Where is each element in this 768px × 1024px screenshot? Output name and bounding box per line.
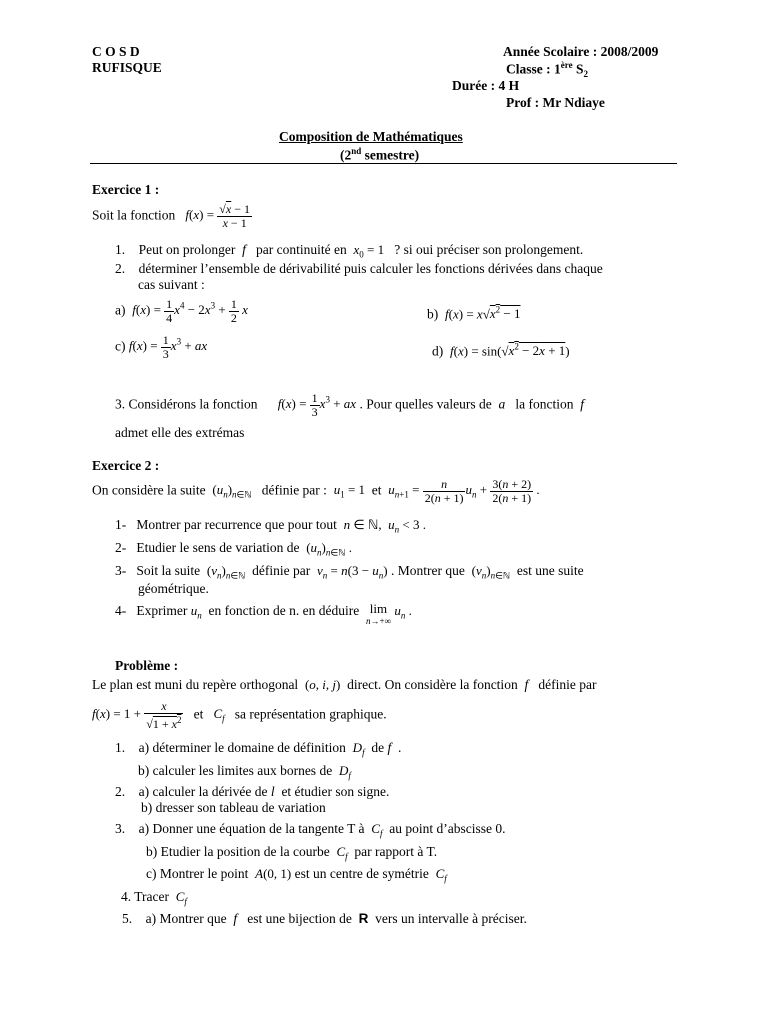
ex2-q4: 4- Exprimer $u_n$ en fonction de n. en déduire lim n→+∞ $u_n$ . — [115, 601, 412, 626]
ex1-heading: Exercice 1 : — [92, 182, 160, 197]
page-title: Composition de Mathématiques — [279, 129, 463, 144]
problem-q2b: b) dresser son tableau de variation — [141, 800, 326, 815]
ex1-q3-line2: admet elle des extrémas — [115, 425, 245, 440]
problem-q1b: b) calculer les limites aux bornes de $D_f$ — [138, 763, 351, 781]
title-divider — [90, 163, 677, 164]
ex2-heading: Exercice 2 : — [92, 458, 160, 473]
problem-heading: Problème : — [115, 658, 179, 673]
ex1-q2-line2: cas suivant : — [138, 277, 205, 292]
problem-intro: Le plan est muni du repère orthogonal (o, i, j) direct. On considère la fonction f définie par — [92, 677, 597, 692]
ex1-q2: 2. déterminer l’ensemble de dérivabilité puis calculer les fonctions dérivées dans chaque — [115, 261, 603, 276]
problem-q1a: 1. a) déterminer le domaine de définition $D_f$ de f . — [115, 740, 402, 758]
problem-q2a: 2. a) calculer la dérivée de l et étudier son signe. — [115, 784, 390, 799]
ex1-function-def: f(x) = $\frac{√x - 1}{x - 1}$ — [185, 202, 250, 230]
school-name: C O S D — [92, 44, 140, 59]
ex1-q3: 3. Considérons la fonction f(x) = $\frac{1}{3}$ $x^3$ + ax . Pour quelles valeurs de a la fonction f — [115, 391, 585, 419]
problem-q3b: b) Etudier la position de la courbe $C_f$ par rapport à T. — [146, 844, 438, 862]
page-subtitle: (2nd semestre) — [340, 146, 420, 163]
ex1-case-d: d) $f(x) = \sin(√x^2 - 2x + 1)$ — [432, 342, 570, 359]
ex1-case-b: b) $f(x) = x√x^2 - 1$ — [427, 305, 521, 322]
ex1-q1: 1. Peut on prolonger f par continuité en $x_0 = 1$ ? si oui préciser son prolongement. — [115, 242, 584, 260]
problem-q3c: c) Montrer le point A(0, 1) est un centre de symétrie $C_f$ — [146, 866, 447, 884]
problem-q3a: 3. a) Donner une équation de la tangente T à $C_f$ au point d’abscisse 0. — [115, 821, 506, 839]
school-city: RUFISQUE — [92, 60, 162, 75]
ex2-q3: 3- Soit la suite $(v_n)_{n\in ℕ}$ définie par $v_n = n(3 - u_n)$ . Montrer que $(v_n)_{n\in ℕ}$ est une suite — [115, 563, 584, 581]
ex2-q3-line2: géométrique. — [138, 581, 209, 596]
school-year: Année Scolaire : 2008/2009 — [503, 44, 659, 59]
ex1-case-c: c) f(x) = $\frac{1}{3}$ $x^3$ + ax — [115, 333, 208, 361]
class-label: Classe : 1ère $S_2$ — [506, 60, 588, 80]
problem-q5: 5. a) Montrer que f est une bijection de R vers un intervalle à préciser. — [122, 911, 527, 926]
ex2-intro: On considère la suite $(u_n)_{n\in ℕ}$ définie par : $u_1 = 1$ et $u_{n+1}$ = $\frac{n}{2(n + 1)}$ $u_n$ + $\frac{3(n + 2)}{2(n + 1)}$ . — [92, 477, 540, 505]
ex2-q2: 2- Etudier le sens de variation de $(u_n)_{n\in ℕ}$ . — [115, 540, 352, 558]
ex1-intro: Soit la fonction f(x) = $\frac{√x - 1}{x - 1}$ — [92, 202, 250, 230]
teacher: Prof : Mr Ndiaye — [506, 95, 605, 110]
duration: Durée : 4 H — [452, 78, 520, 93]
ex1-case-a: a) f(x) = $\frac{1}{4}$ $x^4 - 2x^3$ + $\frac{1}{2}$ x — [115, 297, 248, 325]
problem-function-def: f(x) = 1 + $\frac{x}{√1 + x^2}$ et $C_f$ sa représentation graphique. — [92, 699, 387, 731]
ex2-q1: 1- Montrer par recurrence que pour tout n ∈ ℕ, $u_n < 3$ . — [115, 517, 426, 535]
problem-q4: 4. Tracer $C_f$ — [121, 889, 187, 907]
